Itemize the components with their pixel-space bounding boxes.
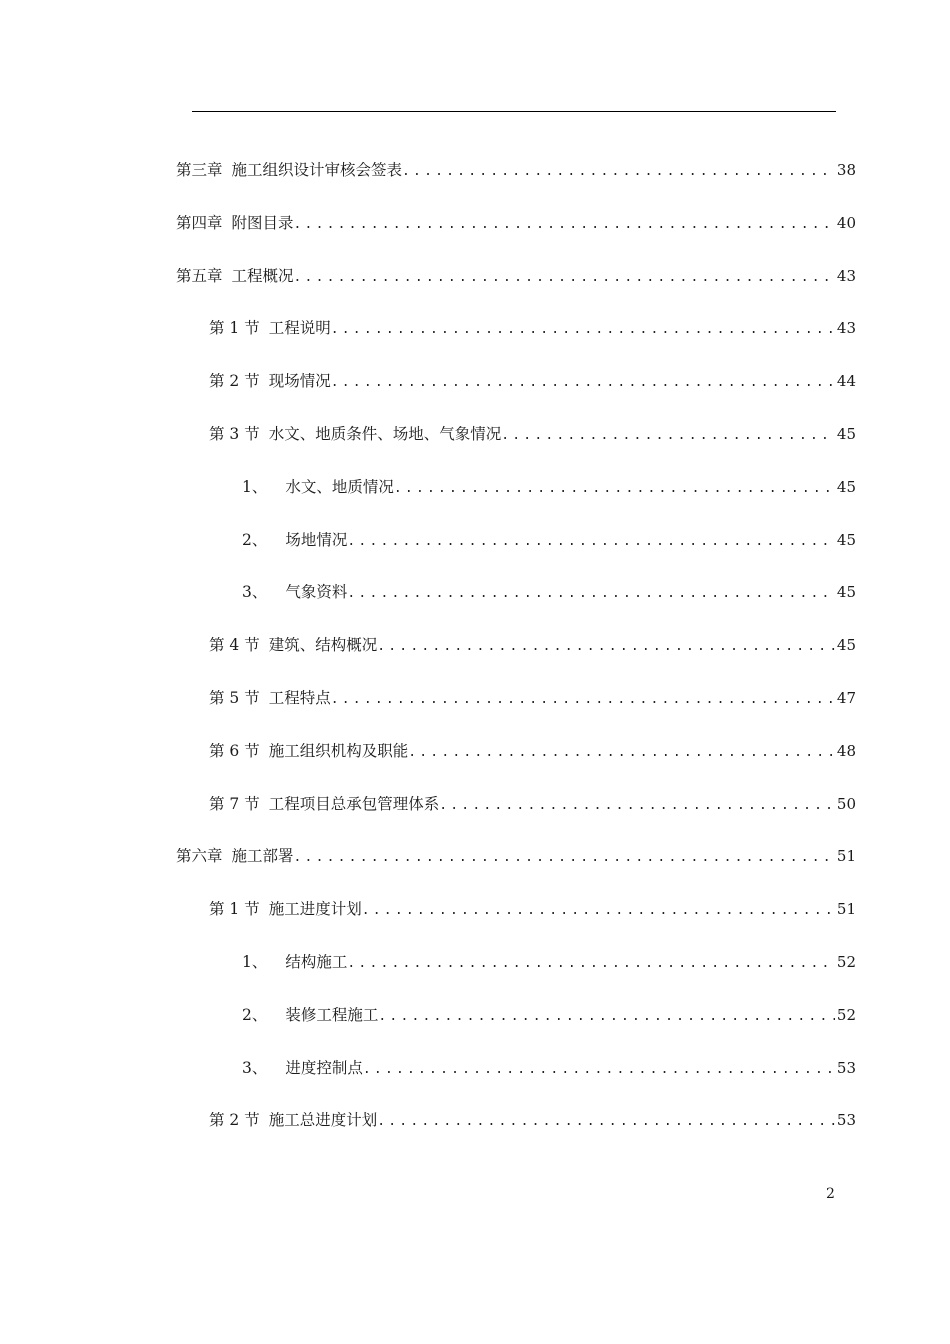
toc-entry-number: 第四章 xyxy=(176,213,223,232)
toc-entry-number: 3、 xyxy=(242,583,268,602)
toc-entry-number: 第三章 xyxy=(176,161,223,179)
toc-entry-page: 45 xyxy=(836,583,856,602)
header-rule xyxy=(192,111,836,112)
toc-entry[interactable] xyxy=(209,420,856,448)
toc-entry[interactable] xyxy=(209,1106,856,1134)
toc-entry-page: 40 xyxy=(836,213,856,232)
toc-entry-number: 第 1 节 xyxy=(209,900,260,919)
toc-entry-title: 工程概况 xyxy=(231,266,294,285)
toc-entry-title: 工程项目总承包管理体系 xyxy=(268,794,440,813)
toc-entry-number: 2、 xyxy=(242,1005,268,1024)
toc-entry-page: 47 xyxy=(836,689,856,707)
toc-entry-title: 进度控制点 xyxy=(285,1058,363,1077)
dot-leader xyxy=(377,1108,835,1134)
toc-entry-title: 装修工程施工 xyxy=(285,1005,379,1024)
toc-entry-page: 48 xyxy=(836,741,856,760)
toc-entry-page: 43 xyxy=(836,266,856,285)
toc-entry-number: 1、 xyxy=(242,953,268,971)
dot-leader xyxy=(331,316,835,342)
toc-entry-number: 1、 xyxy=(242,477,268,496)
dot-leader xyxy=(294,844,835,870)
toc-entry-page: 53 xyxy=(836,1058,856,1077)
toc-entry-title: 水文、地质条件、场地、气象情况 xyxy=(268,425,502,443)
toc-entry[interactable] xyxy=(176,262,856,290)
toc-entry[interactable] xyxy=(209,790,856,818)
toc-entry-page: 43 xyxy=(836,319,856,338)
toc-entry-number: 第 6 节 xyxy=(209,741,260,760)
toc-entry-number: 第六章 xyxy=(176,847,223,866)
toc-entry[interactable] xyxy=(176,156,856,184)
toc-entry[interactable] xyxy=(176,209,856,237)
toc-entry-title: 施工组织机构及职能 xyxy=(268,741,409,760)
dot-leader xyxy=(439,792,835,818)
toc-entry[interactable] xyxy=(209,631,856,659)
toc-entry-page: 45 xyxy=(836,425,856,443)
toc-entry-title: 建筑、结构概况 xyxy=(268,636,378,655)
dot-leader xyxy=(408,739,835,765)
toc-entry-number: 3、 xyxy=(242,1058,268,1077)
toc-entry-number: 第 2 节 xyxy=(209,372,260,391)
toc-entry-title: 气象资料 xyxy=(285,583,348,602)
toc-entry[interactable] xyxy=(209,367,856,395)
toc-entry[interactable] xyxy=(242,1054,856,1082)
dot-leader xyxy=(394,475,835,501)
toc-entry[interactable] xyxy=(209,314,856,342)
toc-entry[interactable] xyxy=(176,842,856,870)
toc-entry-number: 第五章 xyxy=(176,266,223,285)
toc-entry-page: 53 xyxy=(836,1111,856,1130)
dot-leader xyxy=(501,422,835,448)
toc-entry-title: 场地情况 xyxy=(285,530,348,549)
toc-entry-page: 45 xyxy=(836,477,856,496)
dot-leader xyxy=(347,528,835,554)
toc-entry-page: 44 xyxy=(836,372,856,391)
toc-entry-page: 45 xyxy=(836,530,856,549)
toc-entry[interactable] xyxy=(242,578,856,606)
toc-entry-title: 施工组织设计审核会签表 xyxy=(231,161,403,179)
toc-entry-number: 2、 xyxy=(242,530,268,549)
toc-entry-title: 水文、地质情况 xyxy=(285,477,394,496)
dot-leader xyxy=(294,264,835,290)
toc-entry-page: 51 xyxy=(836,847,856,866)
dot-leader xyxy=(377,633,835,659)
toc-entry-title: 施工进度计划 xyxy=(268,900,362,919)
toc-entry[interactable] xyxy=(209,895,856,923)
dot-leader xyxy=(294,211,835,237)
dot-leader xyxy=(331,686,835,712)
toc-entry[interactable] xyxy=(242,473,856,501)
toc-entry-number: 第 2 节 xyxy=(209,1111,260,1130)
toc-entry-title: 结构施工 xyxy=(285,953,348,971)
dot-leader xyxy=(402,158,835,184)
toc-entry-number: 第 1 节 xyxy=(209,319,260,338)
toc-entry-title: 工程特点 xyxy=(268,689,331,707)
toc-entry-number: 第 5 节 xyxy=(209,689,260,707)
toc-entry[interactable] xyxy=(209,684,856,712)
dot-leader xyxy=(362,897,835,923)
page-number: 2 xyxy=(826,1186,835,1202)
toc-entry-page: 38 xyxy=(836,161,856,179)
toc-entry-title: 施工部署 xyxy=(231,847,294,866)
toc-entry-title: 施工总进度计划 xyxy=(268,1111,378,1130)
dot-leader xyxy=(347,950,835,976)
toc-entry-number: 第 4 节 xyxy=(209,636,260,655)
toc-entry-page: 52 xyxy=(836,1005,856,1024)
toc-entry-page: 52 xyxy=(836,953,856,971)
dot-leader xyxy=(378,1003,835,1029)
toc-entry[interactable] xyxy=(209,737,856,765)
toc-entry-page: 51 xyxy=(836,900,856,919)
toc-entry-title: 现场情况 xyxy=(268,372,331,391)
toc-entry-title: 工程说明 xyxy=(268,319,331,338)
toc-entry-title: 附图目录 xyxy=(231,213,294,232)
toc-entry-number: 第 7 节 xyxy=(209,794,260,813)
toc-entry-page: 50 xyxy=(836,794,856,813)
toc-entry-page: 45 xyxy=(836,636,856,655)
toc-entry[interactable] xyxy=(242,948,856,976)
dot-leader xyxy=(363,1056,835,1082)
toc-entry[interactable] xyxy=(242,1001,856,1029)
dot-leader xyxy=(347,580,835,606)
toc-entry-number: 第 3 节 xyxy=(209,425,260,443)
toc-entry[interactable] xyxy=(242,526,856,554)
dot-leader xyxy=(331,369,835,395)
